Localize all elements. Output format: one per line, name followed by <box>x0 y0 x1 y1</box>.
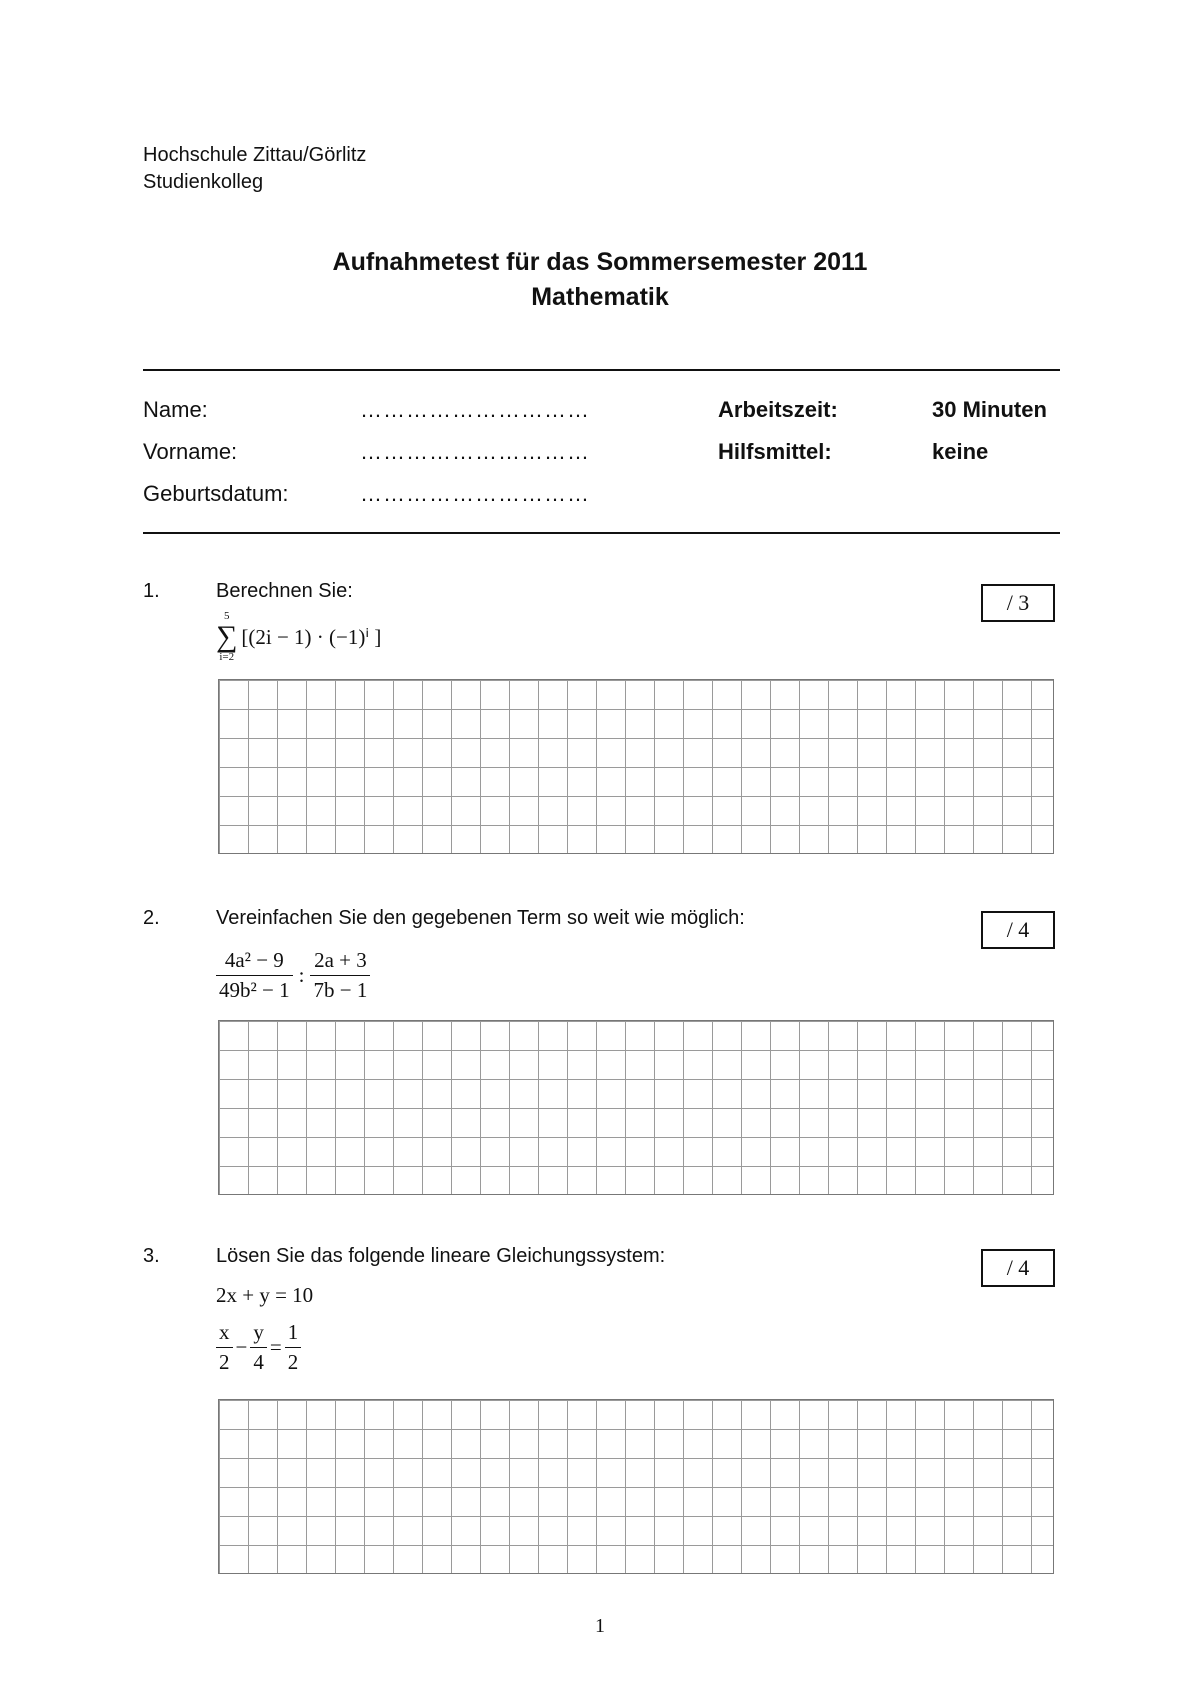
question-2-points-box <box>981 911 1055 949</box>
institution-name: Hochschule Zittau/Görlitz <box>143 144 367 166</box>
question-3-equation-1: 2x + y = 10 <box>216 1283 314 1307</box>
minus-operator: − <box>235 1335 248 1359</box>
question-2-formula <box>216 948 370 1003</box>
fraction-1 <box>216 948 293 1003</box>
fraction-1-numerator: 4a² − 9 <box>216 948 293 976</box>
fraction-2-denominator: 7b − 1 <box>313 978 368 1002</box>
department-name: Studienkolleg <box>143 171 264 193</box>
exam-subject: Mathematik <box>531 283 669 311</box>
equals-operator: = <box>269 1335 282 1359</box>
question-3-points: / 4 <box>1006 1255 1030 1280</box>
name-field[interactable]: ………………………… <box>360 397 590 422</box>
fraction-1-over-2 <box>285 1320 302 1375</box>
question-3-text: Lösen Sie das folgende lineare Gleichungssystem: <box>216 1245 666 1267</box>
sum-symbol <box>216 611 237 663</box>
answer-grid-1[interactable] <box>218 679 1054 854</box>
division-operator: : <box>298 963 305 987</box>
divider-top <box>143 369 1060 371</box>
sum-upper-limit: 5 <box>223 610 230 622</box>
fraction-half-numerator: 1 <box>285 1320 302 1348</box>
fraction-y-denominator: 4 <box>253 1350 264 1374</box>
fraction-2 <box>310 948 370 1003</box>
sigma-icon: ∑ <box>216 620 238 653</box>
worktime-label: Arbeitszeit: <box>718 397 838 422</box>
answer-grid-3[interactable] <box>218 1399 1054 1574</box>
birthdate-label: Geburtsdatum: <box>143 481 289 506</box>
sum-lower-limit: i=2 <box>219 651 235 663</box>
page-number: 1 <box>595 1615 605 1637</box>
sum-body: [(2i − 1) · (−1)ⁱ ] <box>241 624 382 649</box>
question-1-formula <box>216 606 381 668</box>
aids-value: keine <box>932 439 989 464</box>
question-3-number: 3. <box>143 1245 160 1267</box>
aids-label: Hilfsmittel: <box>718 439 832 464</box>
birthdate-field[interactable]: ………………………… <box>360 481 590 506</box>
fraction-y-over-4 <box>250 1320 267 1375</box>
fraction-y-numerator: y <box>250 1320 267 1348</box>
fraction-x-denominator: 2 <box>219 1350 230 1374</box>
fraction-half-denominator: 2 <box>287 1350 299 1374</box>
question-1-number: 1. <box>143 580 160 602</box>
name-label: Name: <box>143 397 208 422</box>
fraction-x-numerator: x <box>216 1320 233 1348</box>
question-3-points-box <box>981 1249 1055 1287</box>
answer-grid-2[interactable] <box>218 1020 1054 1195</box>
fraction-1-denominator: 49b² − 1 <box>219 978 290 1002</box>
fraction-2-numerator: 2a + 3 <box>310 948 370 976</box>
question-1-text: Berechnen Sie: <box>216 580 353 602</box>
divider-bottom <box>143 532 1060 534</box>
question-3-equation-2 <box>216 1320 301 1375</box>
worktime-value: 30 Minuten <box>932 397 1047 422</box>
exam-title: Aufnahmetest für das Sommersemester 2011 <box>332 248 868 276</box>
question-2-number: 2. <box>143 907 160 929</box>
question-2-points: / 4 <box>1006 917 1030 942</box>
fraction-x-over-2 <box>216 1320 233 1375</box>
firstname-field[interactable]: ………………………… <box>360 439 590 464</box>
firstname-label: Vorname: <box>143 439 238 464</box>
question-1-points: / 3 <box>1006 590 1030 615</box>
question-2-text: Vereinfachen Sie den gegebenen Term so weit wie möglich: <box>216 907 745 929</box>
question-1-points-box <box>981 584 1055 622</box>
